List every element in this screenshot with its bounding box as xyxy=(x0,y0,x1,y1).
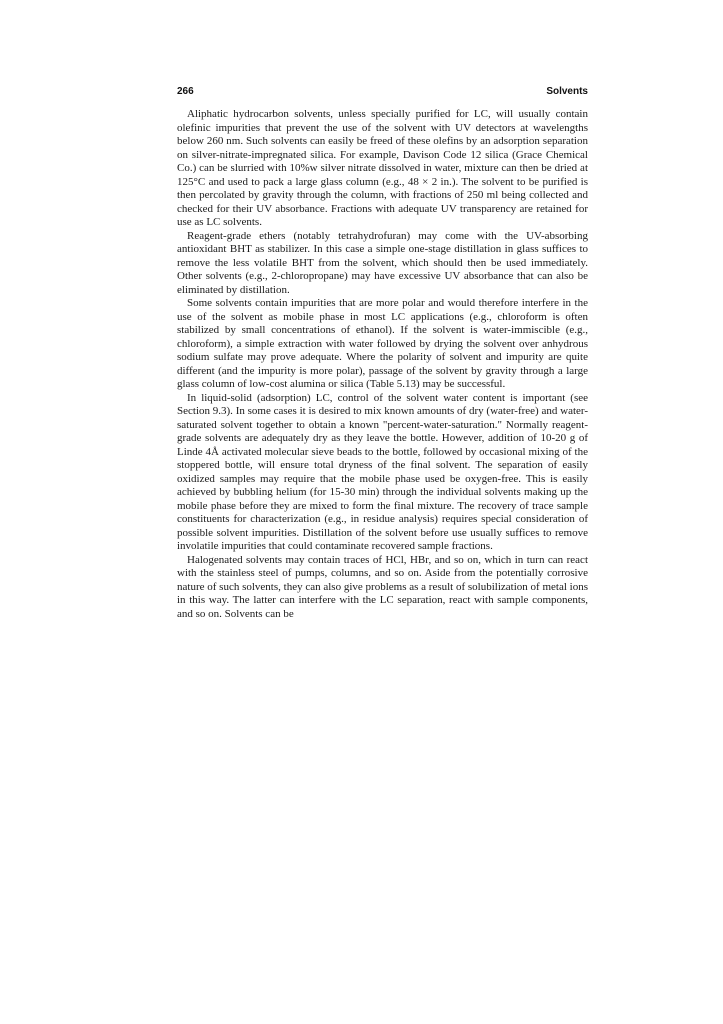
body-text xyxy=(177,108,588,621)
running-title: Solvents xyxy=(546,86,588,97)
paragraph-reagent-grade-ethers: Reagent-grade ethers (notably tetrahydrofuran) may come with the UV-absorbing antioxidant BHT as stabilizer. In this case a simple one-stage distillation in glass suffices to remove the less volatile BHT from the solvent, which should then be used immediately. Other solvents (e.g., 2-chloropropane) may have excessive UV absorbance that can also be eliminated by distillation. xyxy=(177,229,588,296)
paragraph-hydrocarbon-solvents: Aliphatic hydrocarbon solvents, unless specially purified for LC, will usually contain olefinic impurities that prevent the use of the solvent with UV detectors at wavelengths below 260 nm. Such solvents can easily be freed of these olefins by an adsorption separation on silver-nitrate-impregnated silica. For example, Davison Code 12 silica (Grace Chemical Co.) can be slurried with 10%w silver nitrate dissolved in water, mixture can then be dried at 125°C and used to pack a large glass column (e.g., 48 × 2 in.). The solvent to be purified is then percolated by gravity through the column, with fractions of 250 ml being collected and checked for their UV absorbance. Fractions with adequate UV transparency are retained for use as LC solvents. xyxy=(177,108,588,228)
paragraph-polar-impurities: Some solvents contain impurities that are more polar and would therefore interfere in the use of the solvent as mobile phase in most LC applications (e.g., chloroform is often stabilized by small concentrations of ethanol). If the solvent is water-immiscible (e.g., chloroform), a simple extraction with water followed by drying the solvent over anhydrous sodium sulfate may prove adequate. Where the polarity of solvent and impurity are quite different (and the impurity is more polar), passage of the solvent by gravity through a large glass column of low-cost alumina or silica (Table 5.13) may be successful. xyxy=(177,297,588,390)
paragraph-halogenated-solvents: Halogenated solvents may contain traces of HCl, HBr, and so on, which in turn can react with the stainless steel of pumps, columns, and so on. Aside from the potentially corrosive nature of such solvents, they can also give problems as a result of solubilization of metal ions in this way. The latter can interfere with the LC separation, react with sample components, and so on. Solvents can be xyxy=(177,553,588,620)
running-head xyxy=(177,86,588,102)
page-number: 266 xyxy=(177,86,194,97)
paragraph-water-content: In liquid-solid (adsorption) LC, control of the solvent water content is important (see Section 9.3). In some cases it is desired to mix known amounts of dry (water-free) and water-saturated solvent together to obtain a known "percent-water-saturation." Normally reagent-grade solvents are adequately dry as they leave the bottle. However, addition of 10-20 g of Linde 4Å activated molecular sieve beads to the bottle, followed by occasional mixing of the stoppered bottle, will ensure total dryness of the final solvent. The separation of easily oxidized samples may require that the mobile phase used be oxygen-free. This is easily achieved by bubbling helium (for 15-30 min) through the individual solvents making up the mobile phase before they are mixed to form the final mixture. The recovery of trace sample constituents for characterization (e.g., in residue analysis) requires special consideration of possible solvent impurities. Distillation of the solvent before use usually suffices to remove involatile impurities that could contaminate recovered sample fractions. xyxy=(177,391,588,552)
